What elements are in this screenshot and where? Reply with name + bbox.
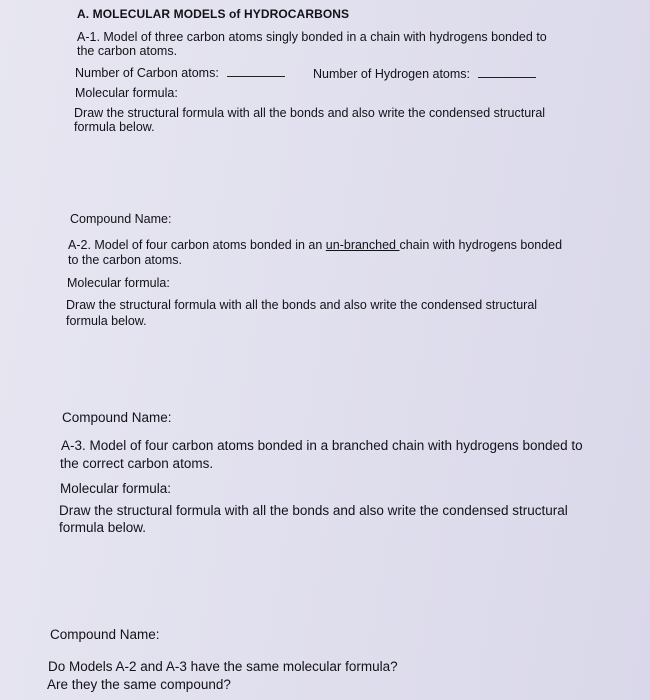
comparison-question-line1: Do Models A-2 and A-3 have the same molecular formula? [48, 659, 398, 674]
comparison-question-line2: Are they the same compound? [47, 677, 231, 692]
a1-carbon-count-blank [227, 66, 285, 77]
a2-draw-instruction-line2: formula below. [66, 314, 147, 328]
a2-description-underlined: un-branched [325, 238, 400, 252]
a1-carbon-count-field [75, 66, 285, 80]
a1-draw-instruction-line1: Draw the structural formula with all the bonds and also write the condensed structural [74, 106, 546, 120]
a2-draw-instruction-line1: Draw the structural formula with all the bonds and also write the condensed structural [66, 298, 538, 312]
a1-hydrogen-count-field [313, 67, 536, 81]
a1-compound-name-label: Compound Name: [70, 212, 172, 226]
a2-description-post: chain with hydrogens bonded [399, 238, 563, 252]
section-heading: A. MOLECULAR MODELS of HYDROCARBONS [77, 7, 350, 21]
a1-hydrogen-count-label: Number of Hydrogen atoms: [313, 67, 471, 81]
a2-compound-name-label: Compound Name: [62, 410, 172, 425]
a1-molecular-formula-label: Molecular formula: [75, 86, 178, 100]
a3-description-line1: A-3. Model of four carbon atoms bonded in a branched chain with hydrogens bonded to [61, 438, 583, 453]
a3-draw-instruction-line1: Draw the structural formula with all the bonds and also write the condensed structural [59, 503, 568, 518]
a2-description-line2: to the carbon atoms. [68, 253, 182, 267]
a1-hydrogen-count-blank [478, 67, 536, 78]
a1-description-line2: the carbon atoms. [77, 44, 178, 58]
a1-carbon-count-label: Number of Carbon atoms: [75, 66, 219, 80]
a3-molecular-formula-label: Molecular formula: [60, 481, 172, 496]
a3-draw-instruction-line2: formula below. [59, 520, 147, 535]
a2-description-pre: A-2. Model of four carbon atoms bonded in an [68, 238, 326, 252]
a2-molecular-formula-label: Molecular formula: [67, 276, 170, 290]
a3-compound-name-label: Compound Name: [50, 627, 160, 642]
a1-description-line1: A-1. Model of three carbon atoms singly bonded in a chain with hydrogens bonded to [77, 30, 547, 44]
a3-description-line2: the correct carbon atoms. [60, 456, 214, 471]
a1-draw-instruction-line2: formula below. [74, 120, 155, 134]
a2-description-line1 [68, 238, 562, 252]
